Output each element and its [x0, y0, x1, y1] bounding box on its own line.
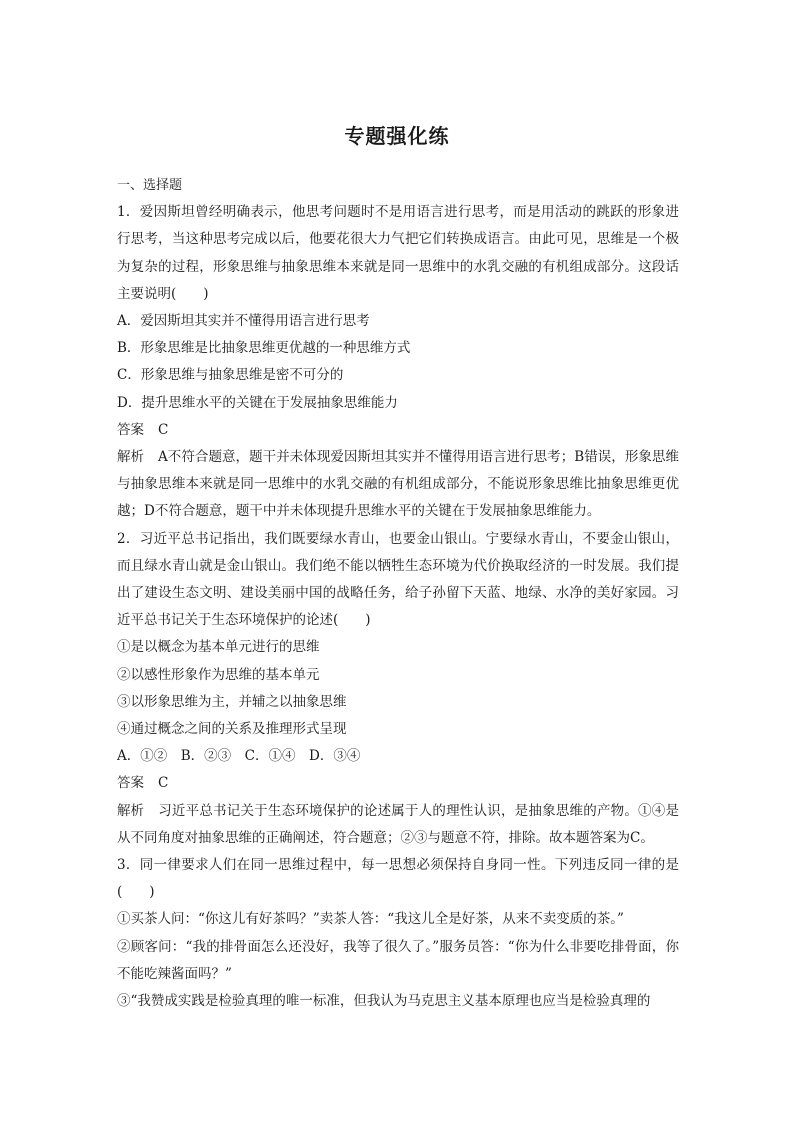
analysis-text: A不符合题意，题干并未体现爱因斯坦其实并不懂得用语言进行思考；B错误，形象思维与抽象思维本来就是同一思维中的水乳交融的有机组成部分，不能说形象思维比抽象思维更优越；D不符合题意，题干中并未体现提升思维水平的关键在于发展抽象思维能力。 — [117, 449, 679, 520]
question-2-answer — [117, 770, 679, 797]
question-1-option-a: A．爱因斯坦其实并不懂得用语言进行思考 — [117, 313, 370, 330]
answer-label: 答案 — [117, 775, 144, 792]
question-2-item-4: ④通过概念之间的关系及推理形式呈现 — [117, 721, 347, 738]
question-2-item-1: ①是以概念为基本单元进行的思维 — [117, 639, 320, 656]
question-3-item-3: ③“我赞成实践是检验真理的唯一标准，但我认为马克思主义基本原理也应当是检验真理的 — [117, 993, 651, 1010]
question-2-analysis — [117, 798, 679, 852]
document-body — [117, 172, 679, 1015]
question-1-option-b: B．形象思维是比抽象思维更优越的一种思维方式 — [117, 340, 411, 357]
answer-label: 答案 — [117, 421, 144, 438]
answer-value: C — [158, 421, 169, 438]
analysis-label: 解析 — [117, 802, 144, 819]
question-1-analysis — [117, 444, 679, 526]
analysis-text: 习近平总书记关于生态环境保护的论述属于人的理性认识，是抽象思维的产物。①④是从不同角度对抽象思维的正确阐述，符合题意；②③与题意不符，排除。故本题答案为C。 — [117, 802, 679, 846]
question-2-item-3: ③以形象思维为主，并辅之以抽象思维 — [117, 693, 347, 710]
question-2-options: A．①② B．②③ C．①④ D．③④ — [117, 748, 361, 765]
page-title: 专题强化练 — [344, 124, 450, 148]
question-1-option-d: D．提升思维水平的关键在于发展抽象思维能力 — [117, 394, 398, 411]
question-1-stem: 1．爱因斯坦曾经明确表示，他思考问题时不是用语言进行思考，而是用活动的跳跃的形象进行思考，当这种思考完成以后，他要花很大力气把它们转换成语言。由此可见，思维是一个极为复杂的过程，形象思维与抽象思维本来就是同一思维中的水乳交融的有机组成部分。这段话主要说明( ) — [117, 204, 679, 302]
answer-value: C — [158, 775, 169, 792]
question-2-stem: 2．习近平总书记指出，我们既要绿水青山，也要金山银山。宁要绿水青山，不要金山银山，而且绿水青山就是金山银山。我们绝不能以牺牲生态环境为代价换取经济的一时发展。我们提出了建设生态文明、建设美丽中国的战略任务，给子孙留下天蓝、地绿、水净的美好家园。习近平总书记关于生态环境保护的论述( ) — [117, 530, 679, 629]
question-3-item-1: ①买茶人问：“你这儿有好茶吗？”卖茶人答：“我这儿全是好茶，从来不卖变质的茶。” — [117, 911, 624, 928]
question-3-item-2: ②顾客问：“我的排骨面怎么还没好，我等了很久了。”服务员答：“你为什么非要吃排骨面，你不能吃辣酱面吗？” — [117, 938, 679, 982]
question-3-stem: 3．同一律要求人们在同一思维过程中，每一思想必须保持自身同一性。下列违反同一律的是( ) — [117, 857, 679, 901]
question-1-answer — [117, 417, 679, 444]
section-heading: 一、选择题 — [117, 178, 183, 193]
question-1-option-c: C．形象思维与抽象思维是密不可分的 — [117, 367, 344, 384]
analysis-label: 解析 — [117, 449, 144, 466]
question-2-item-2: ②以感性形象作为思维的基本单元 — [117, 666, 320, 683]
